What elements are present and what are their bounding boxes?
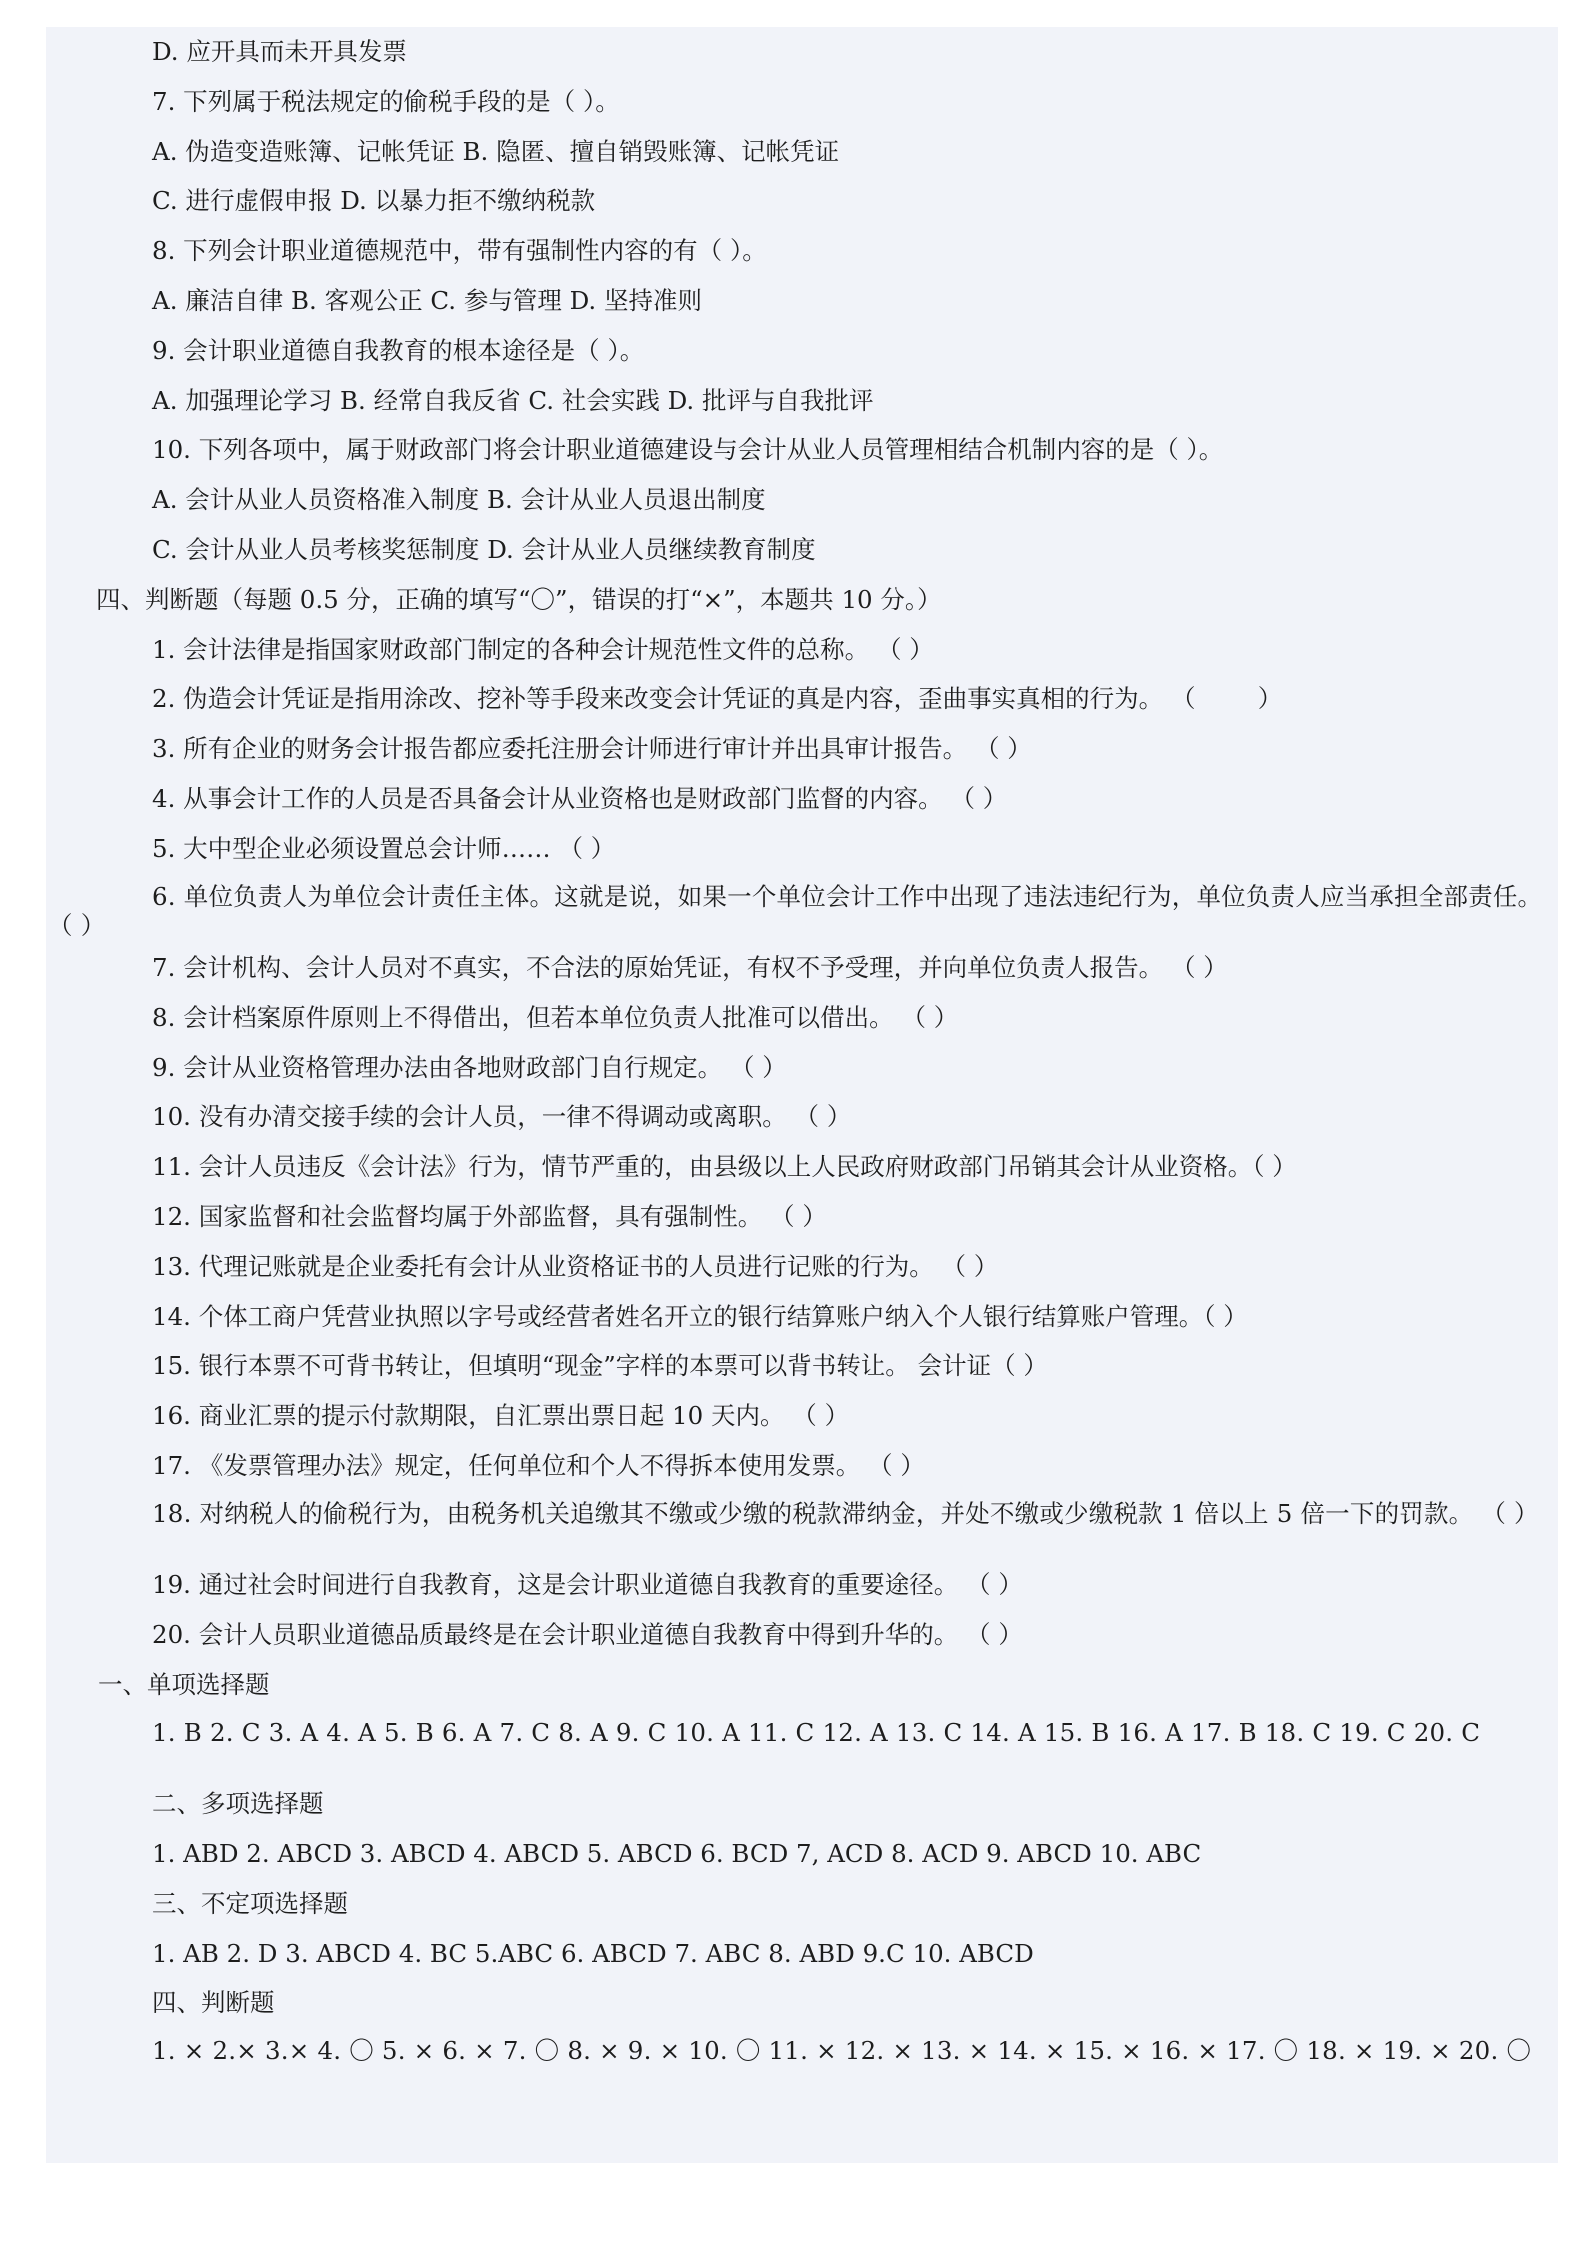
question-line: 2. 伪造会计凭证是指用涂改、挖补等手段来改变会计凭证的真是内容，歪曲事实真相的行为。 （ ） (152, 684, 1283, 714)
option-line: D. 应开具而未开具发票 (152, 37, 407, 66)
question-line: 16. 商业汇票的提示付款期限，自汇票出票日起 10 天内。 （ ） (152, 1401, 850, 1431)
question-line: 18. 对纳税人的偷税行为，由税务机关追缴其不缴或少缴的税款滞纳金，并处不缴或少缴税款 1 倍以上 5 倍一下的罚款。 （ ） (152, 1498, 1539, 1528)
question-line: 17. 《发票管理办法》规定，任何单位和个人不得拆本使用发票。 （ ） (152, 1451, 925, 1481)
document-page (46, 27, 1558, 2163)
question-line: 1. 会计法律是指国家财政部门制定的各种会计规范性文件的总称。 （ ） (152, 634, 934, 664)
question-line: 9. 会计从业资格管理办法由各地财政部门自行规定。 （ ） (152, 1052, 787, 1082)
question-line: 13. 代理记账就是企业委托有会计从业资格证书的人员进行记账的行为。 （ ） (152, 1251, 999, 1281)
answer-section-heading: 二、多项选择题 (152, 1789, 324, 1819)
question-line: 3. 所有企业的财务会计报告都应委托注册会计师进行审计并出具审计报告。 （ ） (152, 734, 1032, 764)
question-line: 8. 下列会计职业道德规范中，带有强制性内容的有（ ）。 (152, 236, 767, 266)
question-line: 20. 会计人员职业道德品质最终是在会计职业道德自我教育中得到升华的。 （ ） (152, 1620, 1023, 1650)
document-body (46, 27, 1558, 2098)
option-line: A. 廉洁自律 B. 客观公正 C. 参与管理 D. 坚持准则 (152, 285, 703, 315)
question-line: 12. 国家监督和社会监督均属于外部监督，具有强制性。 （ ） (152, 1202, 827, 1232)
question-line: 7. 下列属于税法规定的偷税手段的是（ ）。 (152, 86, 620, 116)
answer-section-heading: 三、不定项选择题 (152, 1888, 348, 1918)
question-line: 9. 会计职业道德自我教育的根本途径是（ ）。 (152, 335, 645, 365)
question-line: 5. 大中型企业必须设置总会计师…… （ ） (152, 833, 616, 863)
option-line: A. 加强理论学习 B. 经常自我反省 C. 社会实践 D. 批评与自我批评 (152, 385, 874, 415)
question-line: 10. 没有办清交接手续的会计人员，一律不得调动或离职。 （ ） (152, 1102, 852, 1132)
answer-line: 1. AB 2. D 3. ABCD 4. BC 5.ABC 6. ABCD 7. ABC 8. ABD 9.C 10. ABCD (152, 1938, 1034, 1968)
answer-line: 1. × 2.× 3.× 4. 〇 5. × 6. × 7. 〇 8. × 9. × 10. 〇 11. × 12. × 13. × 14. × 15. × 16. × 17. 〇 18. × 19. × 20. 〇 (152, 2036, 1532, 2066)
option-line: A. 会计从业人员资格准入制度 B. 会计从业人员退出制度 (152, 485, 766, 515)
answer-line: 1. ABD 2. ABCD 3. ABCD 4. ABCD 5. ABCD 6. BCD 7, ACD 8. ACD 9. ABCD 10. ABC (152, 1839, 1202, 1868)
answer-section-heading: 四、判断题 (152, 1988, 275, 2018)
option-line: A. 伪造变造账簿、记帐凭证 B. 隐匿、擅自销毁账簿、记帐凭证 (152, 136, 840, 166)
question-line: 15. 银行本票不可背书转让，但填明“现金”字样的本票可以背书转让。 会计证（ ） (152, 1351, 1048, 1381)
question-line: 11. 会计人员违反《会计法》行为，情节严重的，由县级以上人民政府财政部门吊销其会计从业资格。（ ） (152, 1152, 1297, 1182)
question-line: 8. 会计档案原件原则上不得借出，但若本单位负责人批准可以借出。 （ ） (152, 1002, 959, 1032)
question-line: 4. 从事会计工作的人员是否具备会计从业资格也是财政部门监督的内容。 （ ） (152, 783, 1008, 813)
question-line: 19. 通过社会时间进行自我教育，这是会计职业道德自我教育的重要途径。 （ ） (152, 1570, 1023, 1600)
answer-line: 1. B 2. C 3. A 4. A 5. B 6. A 7. C 8. A 9. C 10. A 11. C 12. A 13. C 14. A 15. B 16. A 17. B 18. C 19. C 20. C (152, 1717, 1481, 1747)
option-line: C. 会计从业人员考核奖惩制度 D. 会计从业人员继续教育制度 (152, 534, 816, 564)
answer-section-heading: 一、单项选择题 (98, 1669, 270, 1699)
question-line: 6. 单位负责人为单位会计责任主体。这就是说，如果一个单位会计工作中出现了违法违纪行为，单位负责人应当承担全部责任。 （ ） (48, 881, 1543, 940)
question-line: 10. 下列各项中，属于财政部门将会计职业道德建设与会计从业人员管理相结合机制内容的是（ ）。 (152, 435, 1224, 465)
question-line: 7. 会计机构、会计人员对不真实，不合法的原始凭证，有权不予受理，并向单位负责人报告。 （ ） (152, 953, 1228, 983)
section-heading: 四、判断题（每题 0.5 分，正确的填写“〇”，错误的打“×”，本题共 10 分。） (96, 584, 942, 614)
option-line: C. 进行虚假申报 D. 以暴力拒不缴纳税款 (152, 186, 596, 216)
question-line: 14. 个体工商户凭营业执照以字号或经营者姓名开立的银行结算账户纳入个人银行结算账户管理。（ ） (152, 1301, 1248, 1331)
